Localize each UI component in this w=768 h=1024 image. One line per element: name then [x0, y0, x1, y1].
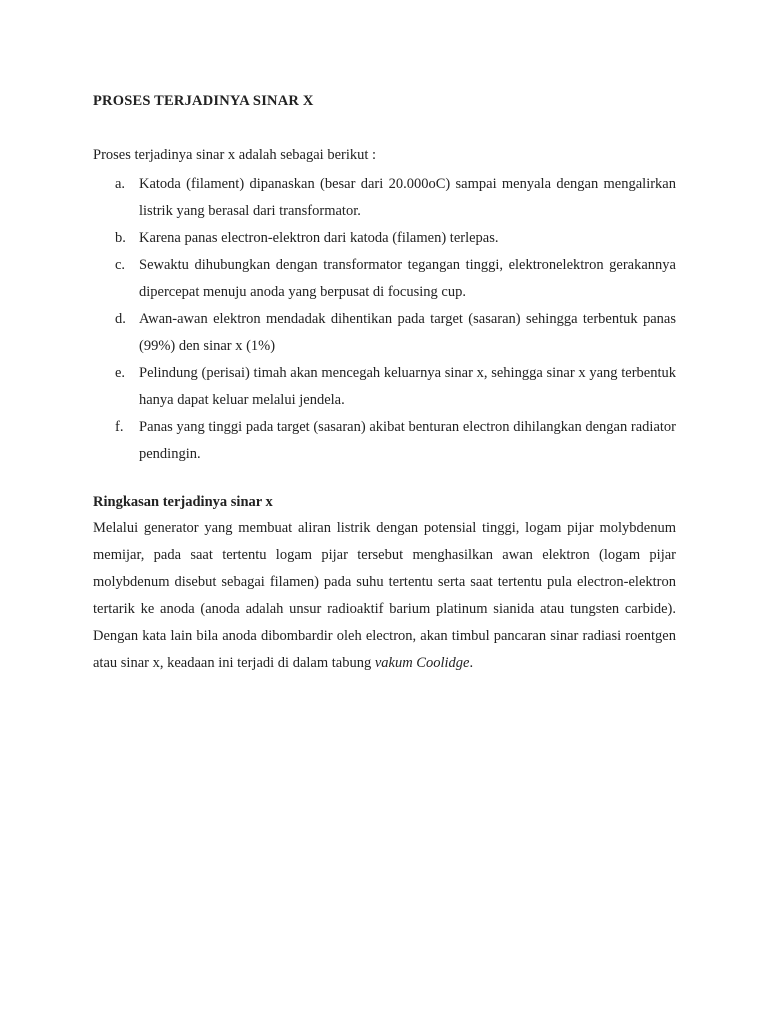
list-item-text: Panas yang tinggi pada target (sasaran) akibat benturan electron dihilangkan dengan radiator pendingin.	[139, 419, 676, 462]
list-item	[93, 225, 676, 252]
summary-heading: Ringkasan terjadinya sinar x	[93, 494, 273, 510]
list-marker: b.	[115, 230, 126, 246]
list-marker: e.	[115, 365, 126, 381]
list-item-text: Awan-awan elektron mendadak dihentikan pada target (sasaran) sehingga terbentuk panas (99%) den sinar x (1%)	[139, 311, 676, 354]
document-title: PROSES TERJADINYA SINAR X	[93, 93, 314, 109]
list-marker: c.	[115, 257, 126, 273]
summary-text: Melalui generator yang membuat aliran listrik dengan potensial tinggi, logam pijar molybdenum memijar, pada saat tertentu logam pijar tersebut menghasilkan awan elektron (logam pijar molybdenum disebut sebagai filamen) pada suhu tertentu serta saat tertentu pula electron-elektron tertarik ke anoda (anoda adalah unsur radioaktif barium platinum sianida atau tungsten carbide). Dengan kata lain bila anoda dibombardir oleh electron, akan timbul pancaran sinar radiasi roentgen atau sinar x, keadaan ini terjadi di dalam tabung	[93, 520, 676, 671]
list-marker: a.	[115, 176, 126, 192]
list-item-text: Katoda (filament) dipanaskan (besar dari 20.000oC) sampai menyala dengan mengalirkan listrik yang berasal dari transformator.	[139, 176, 676, 219]
list-item	[93, 252, 676, 306]
summary-italic-term: vakum Coolidge	[374, 655, 470, 671]
list-item	[93, 306, 676, 360]
list-item-text: Karena panas electron-elektron dari katoda (filamen) terlepas.	[139, 230, 499, 246]
process-steps-list	[93, 171, 676, 468]
list-marker: f.	[115, 419, 124, 435]
list-item-text: Sewaktu dihubungkan dengan transformator tegangan tinggi, elektronelektron gerakannya dipercepat menuju anoda yang berpusat di focusing cup.	[139, 257, 676, 300]
list-item	[93, 360, 676, 414]
list-item-text: Pelindung (perisai) timah akan mencegah keluarnya sinar x, sehingga sinar x yang terbentuk hanya dapat keluar melalui jendela.	[139, 365, 676, 408]
summary-end-punct: .	[469, 655, 474, 671]
summary-paragraph	[93, 515, 676, 677]
list-item	[93, 171, 676, 225]
list-marker: d.	[115, 311, 126, 327]
list-item	[93, 414, 676, 468]
intro-paragraph: Proses terjadinya sinar x adalah sebagai berikut :	[93, 147, 377, 163]
